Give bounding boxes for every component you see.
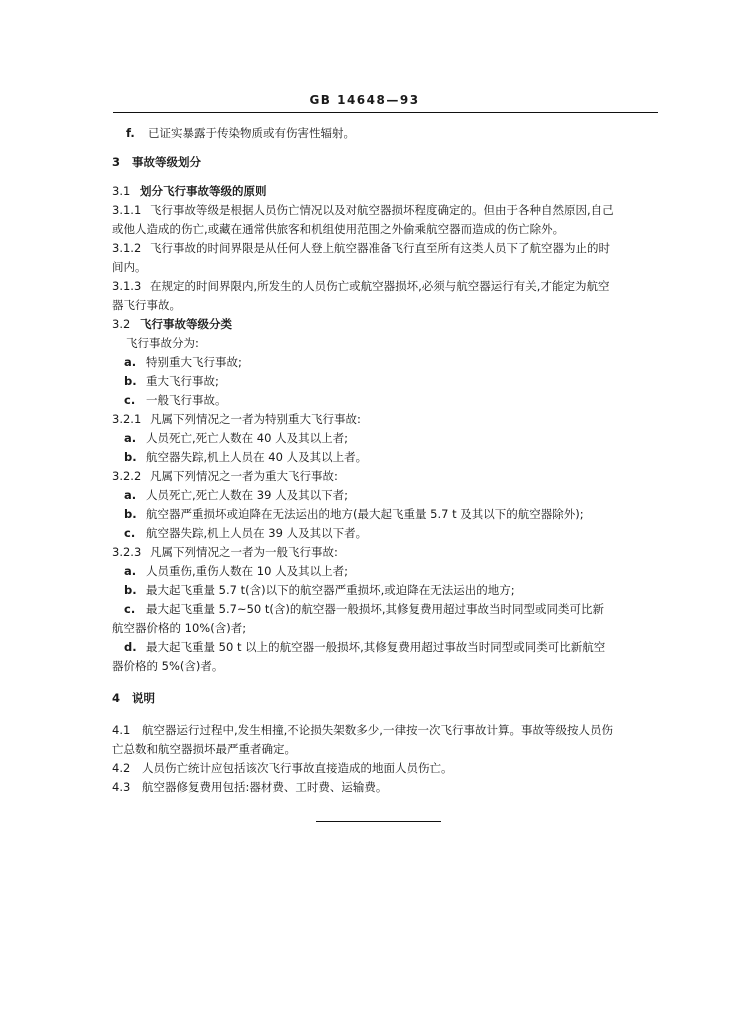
paragraph-line: 飞行事故等级是根据人员伤亡情况以及对航空器损坏程度确定的。但由于各种自然原因,自己 bbox=[150, 203, 614, 217]
section-title: 说明 bbox=[132, 691, 155, 705]
page-header-standard-number: GB 14648—93 bbox=[309, 93, 420, 107]
list-item bbox=[112, 372, 658, 391]
list-item bbox=[112, 429, 658, 448]
list-item bbox=[112, 353, 658, 372]
section-3-2-heading bbox=[112, 315, 658, 334]
item-text: 航空器失踪,机上人员在 39 人及其以下者。 bbox=[146, 526, 368, 540]
item-text: 已证实暴露于传染物质或有伤害性辐射。 bbox=[148, 126, 355, 140]
end-of-document-rule bbox=[316, 821, 441, 822]
section-title: 飞行事故等级分类 bbox=[140, 317, 232, 331]
item-label: c. bbox=[124, 602, 136, 616]
item-f bbox=[112, 124, 658, 143]
item-text: 重大飞行事故; bbox=[146, 374, 219, 388]
item-text: 最大起飞重量 5.7 t(含)以下的航空器严重损坏,或迫降在无法运出的地方; bbox=[146, 583, 515, 597]
section-3-2-2-heading bbox=[112, 467, 658, 486]
section-4-heading bbox=[112, 689, 658, 708]
list-item bbox=[112, 486, 658, 505]
section-number: 3.1 bbox=[112, 184, 131, 198]
paragraph-number: 4.2 bbox=[112, 761, 131, 775]
paragraph-line: 亡总数和航空器损坏最严重者确定。 bbox=[112, 742, 296, 756]
paragraph-4-3 bbox=[112, 778, 658, 797]
item-label: b. bbox=[124, 450, 137, 464]
list-item bbox=[112, 448, 658, 467]
section-title: 凡属下列情况之一者为重大飞行事故: bbox=[150, 469, 338, 483]
item-text: 人员死亡,死亡人数在 40 人及其以上者; bbox=[146, 431, 348, 445]
paragraph-3-1-3 bbox=[112, 277, 658, 315]
item-label: c. bbox=[124, 526, 136, 540]
section-3-1-heading bbox=[112, 182, 658, 201]
paragraph-4-1 bbox=[112, 721, 658, 759]
item-text: 特别重大飞行事故; bbox=[146, 355, 242, 369]
item-label: a. bbox=[124, 355, 137, 369]
document-body bbox=[112, 124, 658, 797]
item-text: 航空器价格的 10%(含)者; bbox=[112, 621, 247, 635]
item-label: c. bbox=[124, 393, 136, 407]
item-label: b. bbox=[124, 374, 137, 388]
paragraph-line: 飞行事故的时间界限是从任何人登上航空器准备飞行直至所有这类人员下了航空器为止的时 bbox=[150, 241, 610, 255]
item-label: a. bbox=[124, 564, 137, 578]
section-number: 3.2.3 bbox=[112, 545, 142, 559]
list-item bbox=[112, 638, 658, 676]
section-number: 3.2.1 bbox=[112, 412, 142, 426]
list-item bbox=[112, 562, 658, 581]
paragraph-line: 人员伤亡统计应包括该次飞行事故直接造成的地面人员伤亡。 bbox=[142, 761, 453, 775]
paragraph-3-1-2 bbox=[112, 239, 658, 277]
item-label: b. bbox=[124, 507, 137, 521]
paragraph-line: 航空器修复费用包括:器材费、工时费、运输费。 bbox=[142, 780, 388, 794]
section-number: 4 bbox=[112, 691, 121, 705]
item-text: 器价格的 5%(含)者。 bbox=[112, 659, 224, 673]
section-number: 3 bbox=[112, 155, 121, 169]
section-3-2-1-heading bbox=[112, 410, 658, 429]
section-title: 凡属下列情况之一者为特别重大飞行事故: bbox=[150, 412, 361, 426]
paragraph-number: 4.3 bbox=[112, 780, 131, 794]
paragraph-4-2 bbox=[112, 759, 658, 778]
item-text: 一般飞行事故。 bbox=[146, 393, 227, 407]
paragraph-line: 器飞行事故。 bbox=[112, 298, 181, 312]
paragraph-line: 间内。 bbox=[112, 260, 147, 274]
paragraph-number: 3.1.2 bbox=[112, 241, 142, 255]
list-item bbox=[112, 505, 658, 524]
list-item bbox=[112, 581, 658, 600]
header-rule bbox=[113, 112, 658, 113]
section-title: 划分飞行事故等级的原则 bbox=[140, 184, 267, 198]
item-text: 航空器失踪,机上人员在 40 人及其以上者。 bbox=[146, 450, 368, 464]
section-title: 事故等级划分 bbox=[132, 155, 201, 169]
paragraph-line: 航空器运行过程中,发生相撞,不论损失架数多少,一律按一次飞行事故计算。事故等级按人员伤 bbox=[142, 723, 613, 737]
section-3-heading bbox=[112, 153, 658, 172]
paragraph-line: 或他人造成的伤亡,或藏在通常供旅客和机组使用范围之外偷乘航空器而造成的伤亡除外。 bbox=[112, 222, 565, 236]
section-number: 3.2.2 bbox=[112, 469, 142, 483]
item-label: f. bbox=[126, 126, 135, 140]
list-item bbox=[112, 391, 658, 410]
item-text: 最大起飞重量 5.7~50 t(含)的航空器一般损坏,其修复费用超过事故当时同型或同类可比新 bbox=[146, 602, 605, 616]
item-text: 人员死亡,死亡人数在 39 人及其以下者; bbox=[146, 488, 348, 502]
item-text: 最大起飞重量 50 t 以上的航空器一般损坏,其修复费用超过事故当时同型或同类可比新航空 bbox=[146, 640, 606, 654]
section-3-2-3-heading bbox=[112, 543, 658, 562]
item-label: d. bbox=[124, 640, 137, 654]
list-item bbox=[112, 524, 658, 543]
item-text: 人员重伤,重伤人数在 10 人及其以上者; bbox=[146, 564, 348, 578]
section-title: 凡属下列情况之一者为一般飞行事故: bbox=[150, 545, 338, 559]
paragraph-number: 4.1 bbox=[112, 723, 131, 737]
paragraph-3-1-1 bbox=[112, 201, 658, 239]
item-label: b. bbox=[124, 583, 137, 597]
paragraph-number: 3.1.3 bbox=[112, 279, 142, 293]
paragraph-number: 3.1.1 bbox=[112, 203, 142, 217]
list-item bbox=[112, 600, 658, 638]
item-label: a. bbox=[124, 431, 137, 445]
section-number: 3.2 bbox=[112, 317, 131, 331]
section-3-2-intro: 飞行事故分为: bbox=[126, 336, 199, 350]
paragraph-line: 在规定的时间界限内,所发生的人员伤亡或航空器损坏,必须与航空器运行有关,才能定为航空 bbox=[150, 279, 610, 293]
item-text: 航空器严重损坏或迫降在无法运出的地方(最大起飞重量 5.7 t 及其以下的航空器除外); bbox=[146, 507, 584, 521]
item-label: a. bbox=[124, 488, 137, 502]
